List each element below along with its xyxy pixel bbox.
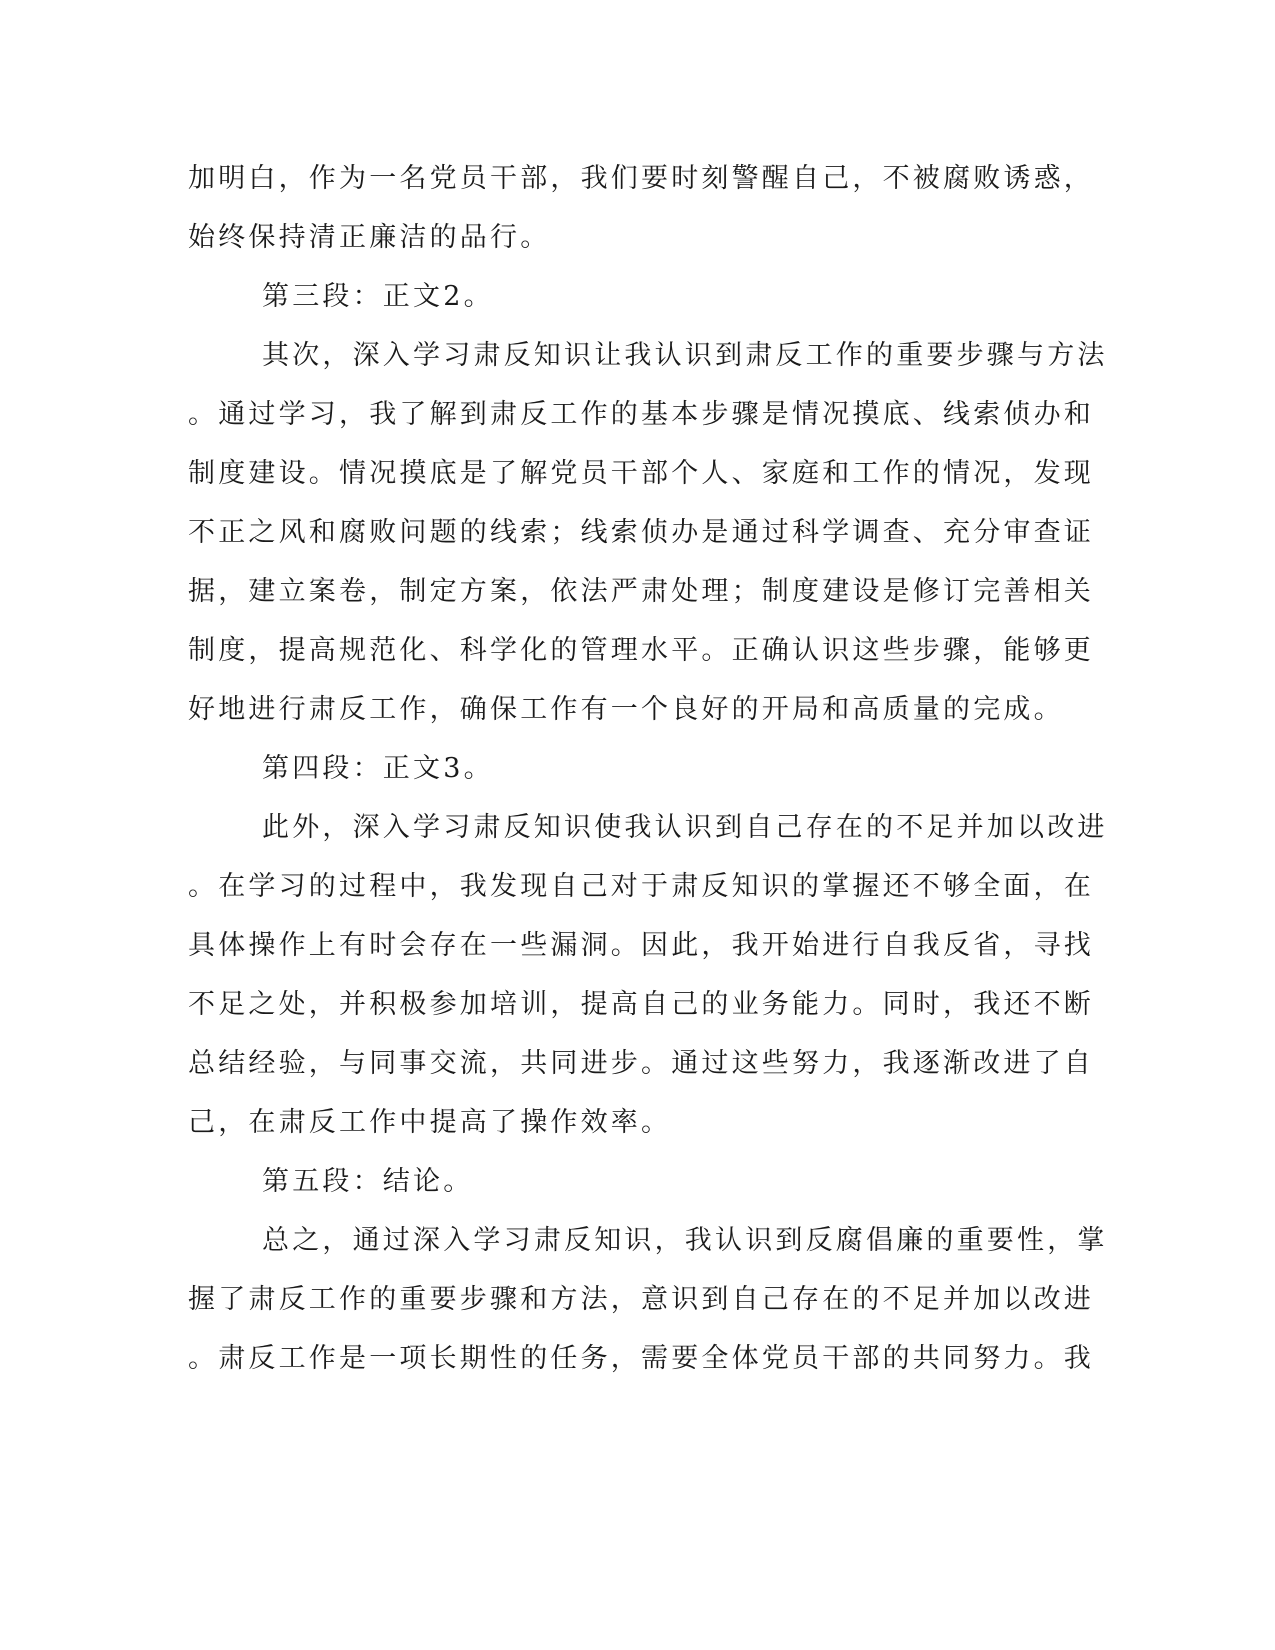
text-line-21: 。肃反工作是一项长期性的任务，需要全体党员干部的共同努力。我: [188, 1343, 1094, 1374]
text-line-2: 始终保持清正廉洁的品行。: [188, 222, 551, 253]
section-heading-5: 第五段：结论。: [262, 1166, 474, 1197]
text-line-10: 好地进行肃反工作，确保工作有一个良好的开局和高质量的完成。: [188, 694, 1064, 725]
text-line-19: 总之，通过深入学习肃反知识，我认识到反腐倡廉的重要性，掌: [262, 1225, 1108, 1256]
text-line-6: 制度建设。情况摸底是了解党员干部个人、家庭和工作的情况，发现: [188, 458, 1094, 489]
text-line-8: 据，建立案卷，制定方案，依法严肃处理；制度建设是修订完善相关: [188, 576, 1094, 607]
text-line-5: 。通过学习，我了解到肃反工作的基本步骤是情况摸底、线索侦办和: [188, 399, 1094, 430]
text-line-14: 具体操作上有时会存在一些漏洞。因此，我开始进行自我反省，寻找: [188, 930, 1094, 961]
text-line-20: 握了肃反工作的重要步骤和方法，意识到自己存在的不足并加以改进: [188, 1284, 1094, 1315]
text-line-9: 制度，提高规范化、科学化的管理水平。正确认识这些步骤，能够更: [188, 635, 1094, 666]
text-line-12: 此外，深入学习肃反知识使我认识到自己存在的不足并加以改进: [262, 812, 1108, 843]
text-line-15: 不足之处，并积极参加培训，提高自己的业务能力。同时，我还不断: [188, 989, 1094, 1020]
text-line-4: 其次，深入学习肃反知识让我认识到肃反工作的重要步骤与方法: [262, 340, 1108, 371]
text-line-17: 己，在肃反工作中提高了操作效率。: [188, 1107, 672, 1138]
section-heading-3: 第三段：正文2。: [262, 281, 494, 312]
section-heading-4: 第四段：正文3。: [262, 753, 494, 784]
text-line-1: 加明白，作为一名党员干部，我们要时刻警醒自己，不被腐败诱惑，: [188, 163, 1094, 194]
text-line-16: 总结经验，与同事交流，共同进步。通过这些努力，我逐渐改进了自: [188, 1048, 1094, 1079]
text-line-7: 不正之风和腐败问题的线索；线索侦办是通过科学调查、充分审查证: [188, 517, 1094, 548]
text-line-13: 。在学习的过程中，我发现自己对于肃反知识的掌握还不够全面，在: [188, 871, 1094, 902]
